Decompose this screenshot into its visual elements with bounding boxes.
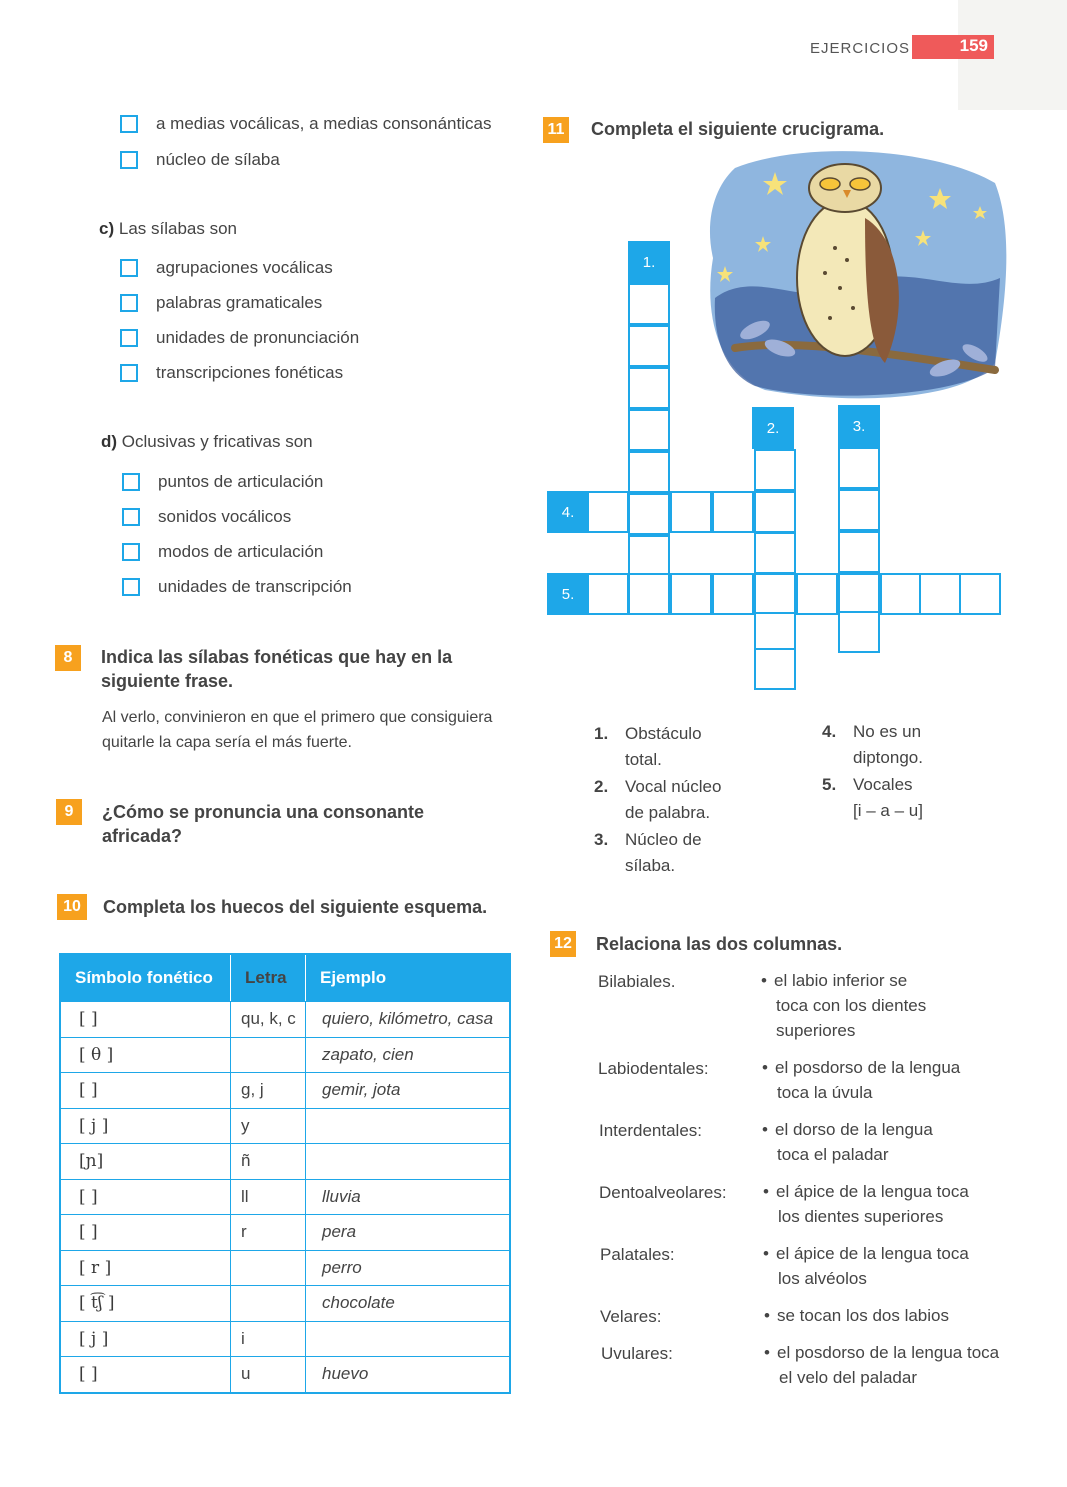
crossword-cell[interactable]: [587, 573, 629, 615]
column-header: Letra: [231, 955, 306, 1001]
clue-line: total.: [625, 750, 662, 769]
phonetic-table: [59, 953, 511, 1394]
option-label: transcripciones fonéticas: [156, 363, 344, 382]
match-line: los alvéolos: [778, 1269, 867, 1288]
crossword-cell[interactable]: [670, 491, 712, 533]
option-medias[interactable]: [120, 114, 491, 134]
example-cell[interactable]: lluvia: [322, 1186, 361, 1206]
crossword-cell[interactable]: [670, 573, 712, 615]
example-cell[interactable]: huevo: [322, 1364, 369, 1384]
option-label: sonidos vocálicos: [158, 507, 292, 526]
owl-illustration: [695, 148, 1010, 403]
match-left-item[interactable]: Velares:: [600, 1307, 662, 1326]
match-right-item[interactable]: [763, 1241, 969, 1291]
option-nucleo[interactable]: [120, 150, 280, 170]
clue-line: Vocal núcleo: [625, 777, 722, 796]
table-row: [61, 1108, 509, 1144]
clue-number: 3.: [594, 830, 609, 849]
symbol-cell[interactable]: [ r ]: [61, 1251, 231, 1286]
option-label: unidades de pronunciación: [156, 328, 360, 347]
crossword-cell[interactable]: [628, 325, 670, 367]
checkbox[interactable]: [122, 578, 140, 596]
exercise-badge: 12: [550, 931, 576, 957]
bullet-icon: •: [761, 971, 767, 990]
crossword-cell[interactable]: [587, 491, 629, 533]
table-row: [61, 1250, 509, 1286]
checkbox[interactable]: [120, 364, 138, 382]
title-line: Indica las sílabas fonéticas que hay en la: [101, 647, 453, 667]
crossword-cell[interactable]: [880, 573, 922, 615]
option-label: núcleo de sílaba: [156, 150, 280, 169]
match-line: el labio inferior se: [774, 971, 908, 990]
example-cell[interactable]: zapato, cien: [322, 1044, 414, 1064]
bullet-icon: •: [764, 1343, 770, 1362]
exercise-title: [102, 800, 424, 848]
crossword-cell[interactable]: [796, 573, 838, 615]
option-c2[interactable]: [120, 293, 322, 313]
clue-number: 5.: [822, 775, 837, 794]
match-left-item[interactable]: Bilabiales.: [598, 972, 676, 991]
letter-cell[interactable]: r: [231, 1215, 306, 1250]
crossword-cell[interactable]: [919, 573, 961, 615]
example-cell[interactable]: [306, 1322, 509, 1357]
letter-cell[interactable]: [231, 1038, 306, 1073]
match-right-item[interactable]: [761, 968, 927, 1043]
crossword-cell[interactable]: [628, 367, 670, 409]
option-d1[interactable]: [122, 472, 323, 492]
clue-line: No es un: [853, 722, 922, 741]
table-row: [61, 1143, 509, 1179]
crossword-cell[interactable]: [628, 451, 670, 493]
option-c4[interactable]: [120, 363, 343, 383]
crossword-cell[interactable]: [754, 449, 796, 491]
crossword-cell[interactable]: [754, 648, 796, 690]
crossword-number-5: 5.: [547, 573, 589, 615]
match-line: el ápice de la lengua toca: [776, 1182, 969, 1201]
clue-number: 1.: [594, 724, 609, 743]
clue-4: [822, 719, 923, 771]
letter-cell[interactable]: [231, 1251, 306, 1286]
crossword-cell[interactable]: [712, 573, 754, 615]
letter-cell[interactable]: g, j: [231, 1073, 306, 1108]
clue-line: Vocales: [853, 775, 913, 794]
crossword-number-3: 3.: [838, 405, 880, 447]
symbol-cell[interactable]: [ j ]: [61, 1322, 231, 1357]
bullet-icon: •: [764, 1306, 770, 1325]
exercise-title: Relaciona las dos columnas.: [596, 934, 843, 954]
match-line: toca con los dientes: [776, 996, 927, 1015]
crossword-cell[interactable]: [712, 491, 754, 533]
option-d4[interactable]: [122, 577, 352, 597]
clue-5: [822, 772, 923, 824]
letter-cell[interactable]: [231, 1286, 306, 1321]
checkbox[interactable]: [120, 151, 138, 169]
symbol-cell[interactable]: [ ]: [61, 1215, 231, 1250]
example-cell[interactable]: perro: [322, 1257, 362, 1277]
option-d2[interactable]: [122, 507, 291, 527]
match-right-item[interactable]: [763, 1179, 969, 1229]
match-left-item[interactable]: Interdentales:: [599, 1121, 703, 1140]
letter-cell[interactable]: i: [231, 1322, 306, 1357]
match-line: el ápice de la lengua toca: [776, 1244, 969, 1263]
exercise-badge: 11: [543, 117, 569, 143]
clue-1: [594, 721, 702, 773]
match-line: los dientes superiores: [778, 1207, 944, 1226]
table-row: [61, 1356, 509, 1392]
question-c: [99, 219, 237, 239]
option-c3[interactable]: [120, 328, 359, 348]
crossword-cell[interactable]: [959, 573, 1001, 615]
match-left-item[interactable]: Palatales:: [600, 1245, 675, 1264]
symbol-cell[interactable]: [ t͡ʃ ]: [61, 1286, 231, 1321]
crossword-cell[interactable]: [838, 611, 880, 653]
column-header: Ejemplo: [320, 968, 387, 987]
clue-line: Obstáculo: [625, 724, 702, 743]
page-number: 159: [959, 36, 988, 55]
match-right-item[interactable]: [764, 1303, 949, 1328]
table-header: [61, 955, 509, 1001]
exercise-title: Completa el siguiente crucigrama.: [591, 119, 885, 139]
option-d3[interactable]: [122, 542, 323, 562]
question-letter: c): [99, 219, 115, 238]
example-cell[interactable]: [306, 1144, 509, 1179]
crossword-cell[interactable]: [838, 573, 880, 615]
match-line: el dorso de la lengua: [775, 1120, 933, 1139]
match-line: el velo del paladar: [779, 1368, 917, 1387]
checkbox[interactable]: [120, 329, 138, 347]
exercise-badge: 8: [55, 645, 81, 671]
title-line: ¿Cómo se pronuncia una consonante: [102, 802, 425, 822]
exercise-badge: 9: [56, 799, 82, 825]
bullet-icon: •: [763, 1244, 769, 1263]
option-label: a medias vocálicas, a medias consonánticas: [156, 114, 492, 133]
checkbox[interactable]: [122, 473, 140, 491]
question-text: Oclusivas y fricativas son: [121, 432, 313, 451]
table-row: [61, 1179, 509, 1215]
crossword-number-1: 1.: [628, 241, 670, 283]
crossword-number-4: 4.: [547, 491, 589, 533]
match-left-item[interactable]: Dentoalveolares:: [599, 1183, 727, 1202]
option-label: palabras gramaticales: [156, 293, 323, 312]
text-line: Al verlo, convinieron en que el primero que consiguiera: [102, 709, 493, 726]
title-line: africada?: [102, 826, 183, 846]
title-line: siguiente frase.: [101, 671, 234, 691]
bullet-icon: •: [763, 1182, 769, 1201]
clue-line: diptongo.: [853, 748, 923, 767]
match-line: toca la úvula: [777, 1083, 873, 1102]
column-header: Símbolo fonético: [61, 955, 231, 1001]
checkbox[interactable]: [120, 259, 138, 277]
crossword-cell[interactable]: [628, 573, 670, 615]
table-row: [61, 1072, 509, 1108]
match-left-item[interactable]: Uvulares:: [601, 1344, 673, 1363]
text-line: quitarle la capa sería el más fuerte.: [102, 734, 352, 751]
match-left-item[interactable]: Labiodentales:: [598, 1059, 709, 1078]
crossword-cell[interactable]: [628, 409, 670, 451]
option-label: modos de articulación: [158, 542, 324, 561]
symbol-cell[interactable]: [ɲ]: [61, 1144, 231, 1179]
crossword-cell[interactable]: [838, 489, 880, 531]
table-row: [61, 1321, 509, 1357]
checkbox[interactable]: [122, 508, 140, 526]
bullet-icon: •: [762, 1120, 768, 1139]
letter-cell[interactable]: y: [231, 1109, 306, 1144]
clue-3: [594, 827, 702, 879]
letter-cell[interactable]: ll: [231, 1180, 306, 1215]
crossword-cell[interactable]: [754, 532, 796, 574]
checkbox[interactable]: [120, 115, 138, 133]
match-right-item[interactable]: [762, 1055, 961, 1105]
match-right-item[interactable]: [762, 1117, 933, 1167]
letter-cell[interactable]: u: [231, 1357, 306, 1392]
symbol-cell[interactable]: [ ]: [61, 1002, 231, 1037]
example-cell[interactable]: pera: [322, 1222, 357, 1242]
match-line: toca el paladar: [777, 1145, 889, 1164]
section-label: EJERCICIOS: [810, 40, 911, 57]
symbol-cell[interactable]: [ ]: [61, 1073, 231, 1108]
symbol-cell[interactable]: [ ]: [61, 1357, 231, 1392]
clue-line: Núcleo de: [625, 830, 702, 849]
symbol-cell[interactable]: [ θ ]: [61, 1038, 231, 1073]
exercise-title: Completa los huecos del siguiente esquema.: [103, 897, 488, 917]
match-right-item[interactable]: [764, 1340, 1000, 1390]
match-line: el posdorso de la lengua toca: [777, 1343, 1000, 1362]
match-line: se tocan los dos labios: [777, 1306, 949, 1325]
exercise-badge: 10: [57, 894, 87, 920]
clue-2: [594, 774, 722, 826]
table-row: [61, 1214, 509, 1250]
crossword-cell[interactable]: [754, 491, 796, 533]
question-letter: d): [101, 432, 118, 451]
question-text: Las sílabas son: [118, 219, 237, 238]
crossword-number-2: 2.: [752, 407, 794, 449]
crossword-cell[interactable]: [838, 531, 880, 573]
clue-line: de palabra.: [625, 803, 711, 822]
crossword-cell[interactable]: [838, 447, 880, 489]
bullet-icon: •: [762, 1058, 768, 1077]
option-label: puntos de articulación: [158, 472, 324, 491]
symbol-cell[interactable]: [ j ]: [61, 1109, 231, 1144]
crossword-cell[interactable]: [754, 573, 796, 615]
option-label: agrupaciones vocálicas: [156, 258, 333, 277]
crossword-cell[interactable]: [628, 493, 670, 535]
example-cell[interactable]: gemir, jota: [322, 1080, 401, 1100]
example-cell[interactable]: [306, 1109, 509, 1144]
clue-number: 2.: [594, 777, 609, 796]
exercise-text: [102, 705, 492, 755]
crossword-cell[interactable]: [628, 283, 670, 325]
clue-line: [i – a – u]: [853, 801, 923, 820]
table-row: [61, 1285, 509, 1321]
letter-cell[interactable]: qu, k, c: [231, 1002, 306, 1037]
page-number-bar: [912, 35, 994, 59]
clue-line: sílaba.: [625, 856, 676, 875]
option-c1[interactable]: [120, 258, 333, 278]
exercise-title: [101, 645, 452, 693]
match-line: el posdorso de la lengua: [775, 1058, 961, 1077]
example-cell[interactable]: chocolate: [322, 1293, 395, 1313]
letter-cell[interactable]: ñ: [231, 1144, 306, 1179]
match-line: superiores: [776, 1021, 856, 1040]
option-label: unidades de transcripción: [158, 577, 352, 596]
question-d: [101, 432, 313, 452]
table-row: [61, 1037, 509, 1073]
symbol-cell[interactable]: [ ]: [61, 1180, 231, 1215]
crossword-cell[interactable]: [628, 535, 670, 577]
checkbox[interactable]: [120, 294, 138, 312]
example-cell[interactable]: quiero, kilómetro, casa: [322, 1009, 494, 1029]
clue-number: 4.: [822, 722, 837, 741]
checkbox[interactable]: [122, 543, 140, 561]
table-row: [61, 1001, 509, 1037]
